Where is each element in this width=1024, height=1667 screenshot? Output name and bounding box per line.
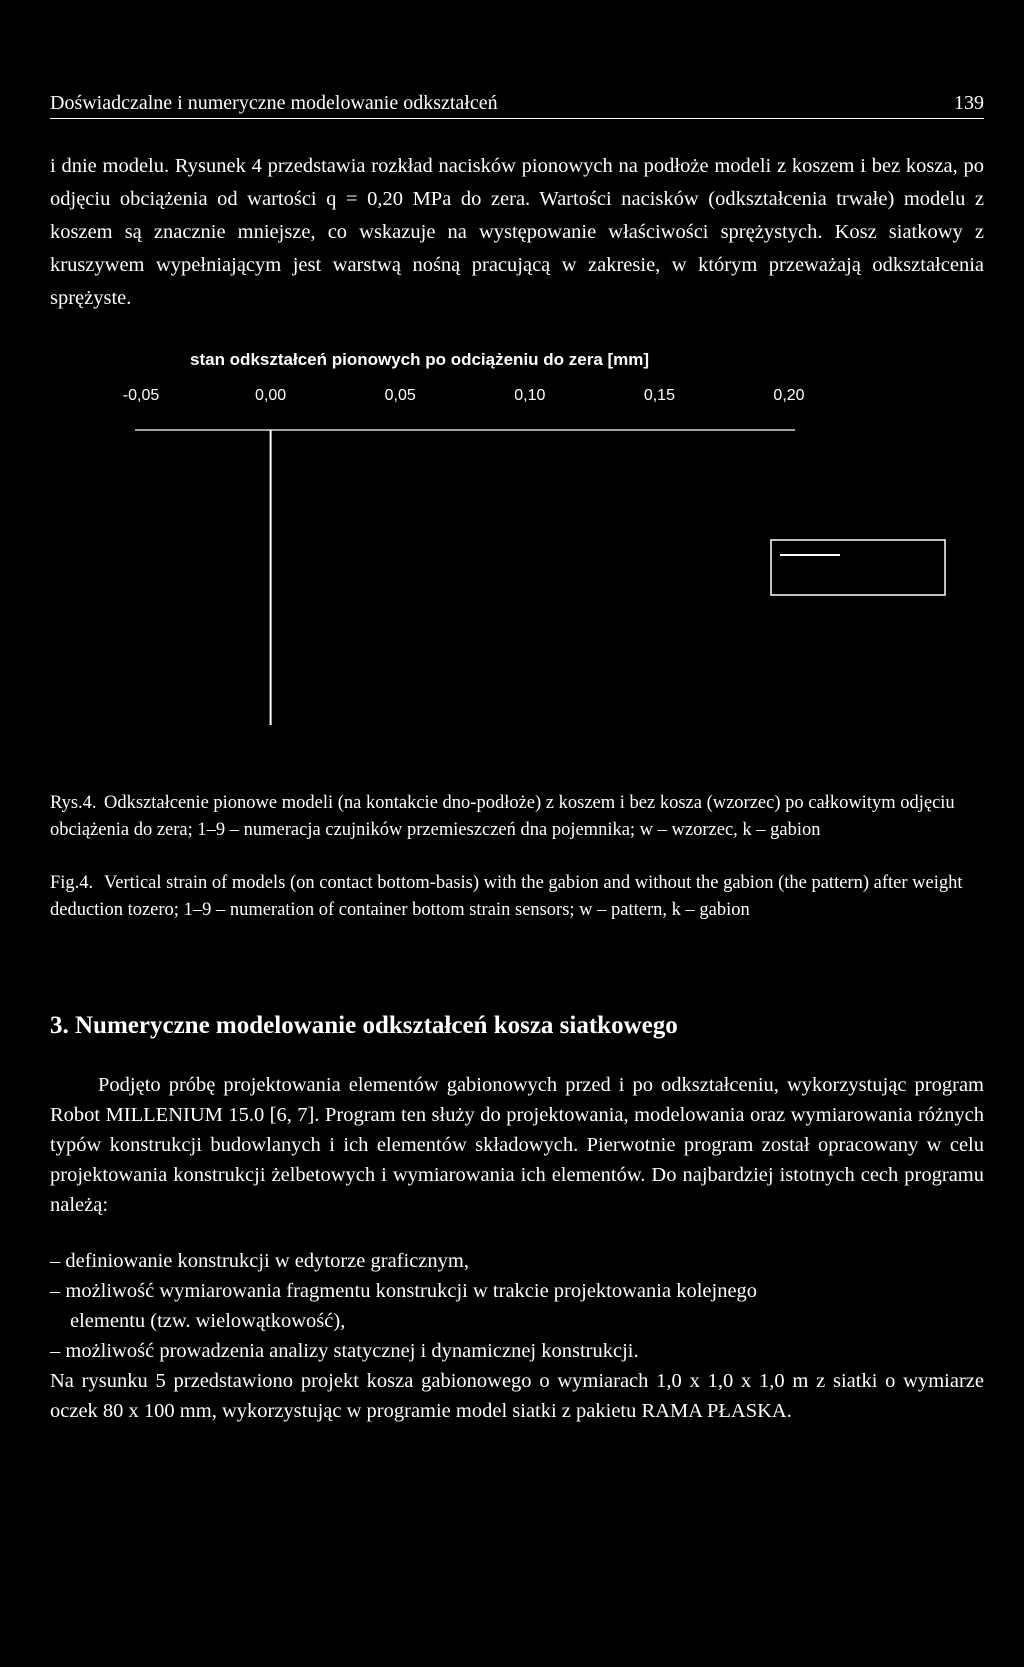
legend-box bbox=[771, 540, 945, 595]
caption-polish bbox=[50, 790, 980, 844]
list-item: – definiowanie konstrukcji w edytorze graficznym, bbox=[50, 1250, 469, 1272]
list-item: – możliwość wymiarowania fragmentu konstrukcji w trakcie projektowania kolejnego bbox=[50, 1280, 758, 1302]
section-title: 3. Numeryczne modelowanie odkształceń kosza siatkowego bbox=[50, 1012, 678, 1039]
figure-4-chart bbox=[0, 350, 1024, 740]
running-header bbox=[50, 92, 984, 119]
caption-polish-label: Rys.4. bbox=[50, 793, 97, 813]
x-tick-label: 0,00 bbox=[255, 387, 287, 404]
header-title: Doświadczalne i numeryczne modelowanie odkształceń bbox=[50, 92, 498, 114]
x-tick-label: 0,20 bbox=[773, 387, 805, 404]
paragraph-robot: Podjęto próbę projektowania elementów gabionowych przed i po odkształceniu, wykorzystując program Robot MILLENIUM 15.0 [6, 7]. Program ten służy do projektowania, modelowania oraz wymiarowania różnych typów konstrukcji budowlanych i ich elementów składowych. Pierwotnie program został opracowany w celu projektowania konstrukcji żelbetowych i wymiarowania ich elementów. Do najbardziej istotnych cech programu należą: bbox=[50, 1074, 984, 1216]
x-tick-label: 0,15 bbox=[643, 387, 675, 404]
caption-english-text: Vertical strain of models (on contact bottom-basis) with the gabion and without the gabion (the pattern) after weight deduction tozero; 1–9 – numeration of container bottom strain sensors; w – pattern, k – gabion bbox=[50, 873, 963, 920]
caption-english-label: Fig.4. bbox=[50, 873, 94, 893]
x-tick-label: -0,05 bbox=[122, 387, 160, 404]
chart-title: stan odkształceń pionowych po odciążeniu do zera [mm] bbox=[190, 350, 650, 369]
x-tick-label: 0,05 bbox=[384, 387, 416, 404]
list-item: elementu (tzw. wielowątkowość), bbox=[70, 1310, 346, 1332]
feature-list bbox=[50, 1246, 984, 1366]
paragraph-figure5: Na rysunku 5 przedstawiono projekt kosza gabionowego o wymiarach 1,0 x 1,0 x 1,0 m z siatki o wymiarze oczek 80 x 100 mm, wykorzystując w programie model siatki z pakietu RAMA PŁASKA. bbox=[50, 1370, 984, 1422]
paragraph-intro: i dnie modelu. Rysunek 4 przedstawia rozkład nacisków pionowych na podłoże modeli z koszem i bez kosza, po odjęciu obciążenia od wartości q = 0,20 MPa do zera. Wartości nacisków (odkształcenia trwałe) modelu z koszem są znacznie mniejsze, co wskazuje na występowanie właściwości sprężystych. Kosz siatkowy z kruszywem wypełniającym jest warstwą nośną pracującą w zakresie, w którym przeważają odkształcenia sprężyste. bbox=[50, 155, 984, 309]
x-tick-label: 0,10 bbox=[514, 387, 546, 404]
page-number: 139 bbox=[954, 92, 984, 114]
caption-polish-text: Odkształcenie pionowe modeli (na kontakcie dno-podłoże) z koszem i bez kosza (wzorzec) po całkowitym odjęciu obciążenia do zera; 1–9 – numeracja czujników przemieszczeń dna pojemnika; w – wzorzec, k – gabion bbox=[50, 793, 955, 840]
caption-english bbox=[50, 870, 980, 924]
list-item: – możliwość prowadzenia analizy statycznej i dynamicznej konstrukcji. bbox=[50, 1340, 639, 1362]
chart-svg bbox=[0, 350, 1024, 740]
